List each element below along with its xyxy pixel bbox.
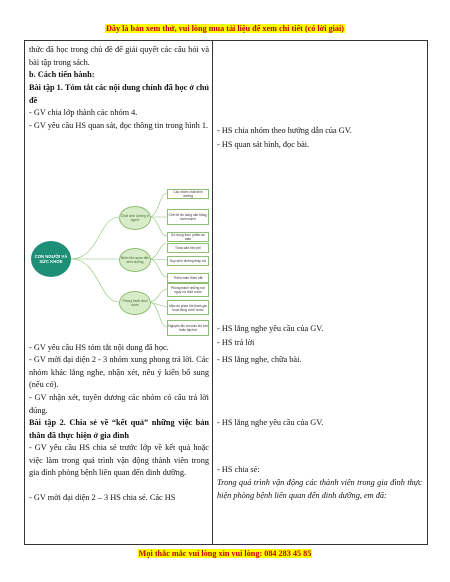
step: - GV yêu cầu HS chia sẻ trước lớp về kết quả hoặc việc làm trong quá trình vận động thành viên trong gia đình phòng bệnh liên quan đến dinh dưỡng. — [29, 443, 209, 477]
student-activity: - HS chia sẻ: — [217, 465, 260, 474]
student-activity: - HS lắng nghe yêu cầu của GV. — [217, 418, 324, 427]
mindmap-branch-node: Chất dinh dưỡng ở người — [119, 206, 151, 230]
student-share-text: Trong quá trình vận động các thành viên trong gia đình thực hiện phòng bệnh liên quan đến dinh dưỡng, em đã: — [217, 478, 422, 500]
mindmap-leaf: Thiếu máu thiếu sắt — [167, 273, 209, 283]
step: - GV mời đại diện 2 – 3 HS chia sẻ. Các HS — [29, 493, 176, 502]
student-activity: - HS chia nhóm theo hướng dẫn của GV. — [217, 126, 352, 135]
step: - GV mời đại diện 2 - 3 nhóm xung phong trả lời. Các nhóm khác lắng nghe, nhận xét, nêu ý kiến bổ sung (nếu có). — [29, 355, 209, 389]
paragraph: thức đã học trong chủ đề để giải quyết các câu hỏi và bài tập trong sách. — [29, 45, 209, 67]
mindmap-branch-node: Bệnh liên quan đến dinh dưỡng — [119, 248, 151, 272]
preview-banner — [0, 24, 450, 33]
step: - GV nhận xét, tuyên dương các nhóm có câu trả lời đúng. — [29, 393, 209, 415]
step: - GV yêu cầu HS tóm tắt nội dung đã học. — [29, 343, 169, 352]
mindmap-leaf: Các nhóm chất dinh dưỡng — [167, 189, 209, 199]
mindmap-leaf: Nguyên tắc an toàn khi bơi hoặc tập bơi — [167, 320, 209, 336]
mindmap-figure — [29, 181, 209, 339]
contact-banner-text: Mọi thắc mắc vui lòng xin vui lòng: 084 283 45 85 — [138, 549, 312, 558]
contact-banner — [0, 549, 450, 558]
mindmap-leaf: Mặc áo phao khi tham gia hoạt động dưới nước — [167, 300, 209, 315]
student-activity: - HS lắng nghe, chữa bài. — [217, 355, 302, 364]
exercise-1-title: Bài tập 1. Tóm tắt các nội dung chính đã học ở chủ đề — [29, 83, 209, 105]
mindmap-leaf: Chế độ ăn uống cân bằng, lành mạnh — [167, 209, 209, 225]
step: - GV chia lớp thành các nhóm 4. — [29, 108, 138, 117]
student-activity: - HS lắng nghe yêu cầu của GV. — [217, 324, 324, 333]
student-activity: - HS quan sát hình, đọc bài. — [217, 140, 310, 149]
section-heading: b. Cách tiến hành: — [29, 70, 95, 79]
column-divider — [212, 41, 213, 544]
lesson-table — [24, 40, 428, 545]
mindmap-center-node: CON NGƯỜI VÀ SỨC KHỎE — [31, 241, 71, 277]
exercise-1-heading — [29, 82, 209, 107]
mindmap-leaf: Thừa cân béo phì — [167, 243, 209, 253]
mindmap-leaf: Suy dinh dưỡng thấp còi — [167, 256, 209, 266]
mindmap-leaf: Sử dụng thực phẩm an toàn — [167, 232, 209, 242]
exercise-2-heading: Bài tập 2. Chia sẻ về “kết quả” những việc bản thân đã thực hiện ở gia đình — [29, 418, 209, 440]
step: - GV yêu cầu HS quan sát, đọc thông tin trong hình 1. — [29, 121, 209, 130]
mindmap-branch-node: Phòng tránh đuối nước — [119, 291, 151, 315]
student-activity: - HS trả lời — [217, 338, 255, 347]
mindmap-leaf: Phòng tránh những nơi nguy cơ đuối nước — [167, 283, 209, 297]
preview-banner-text: Đây là bản xem thử, vui lòng mua tài liệu để xem chi tiết (có lời giải) — [105, 24, 344, 33]
